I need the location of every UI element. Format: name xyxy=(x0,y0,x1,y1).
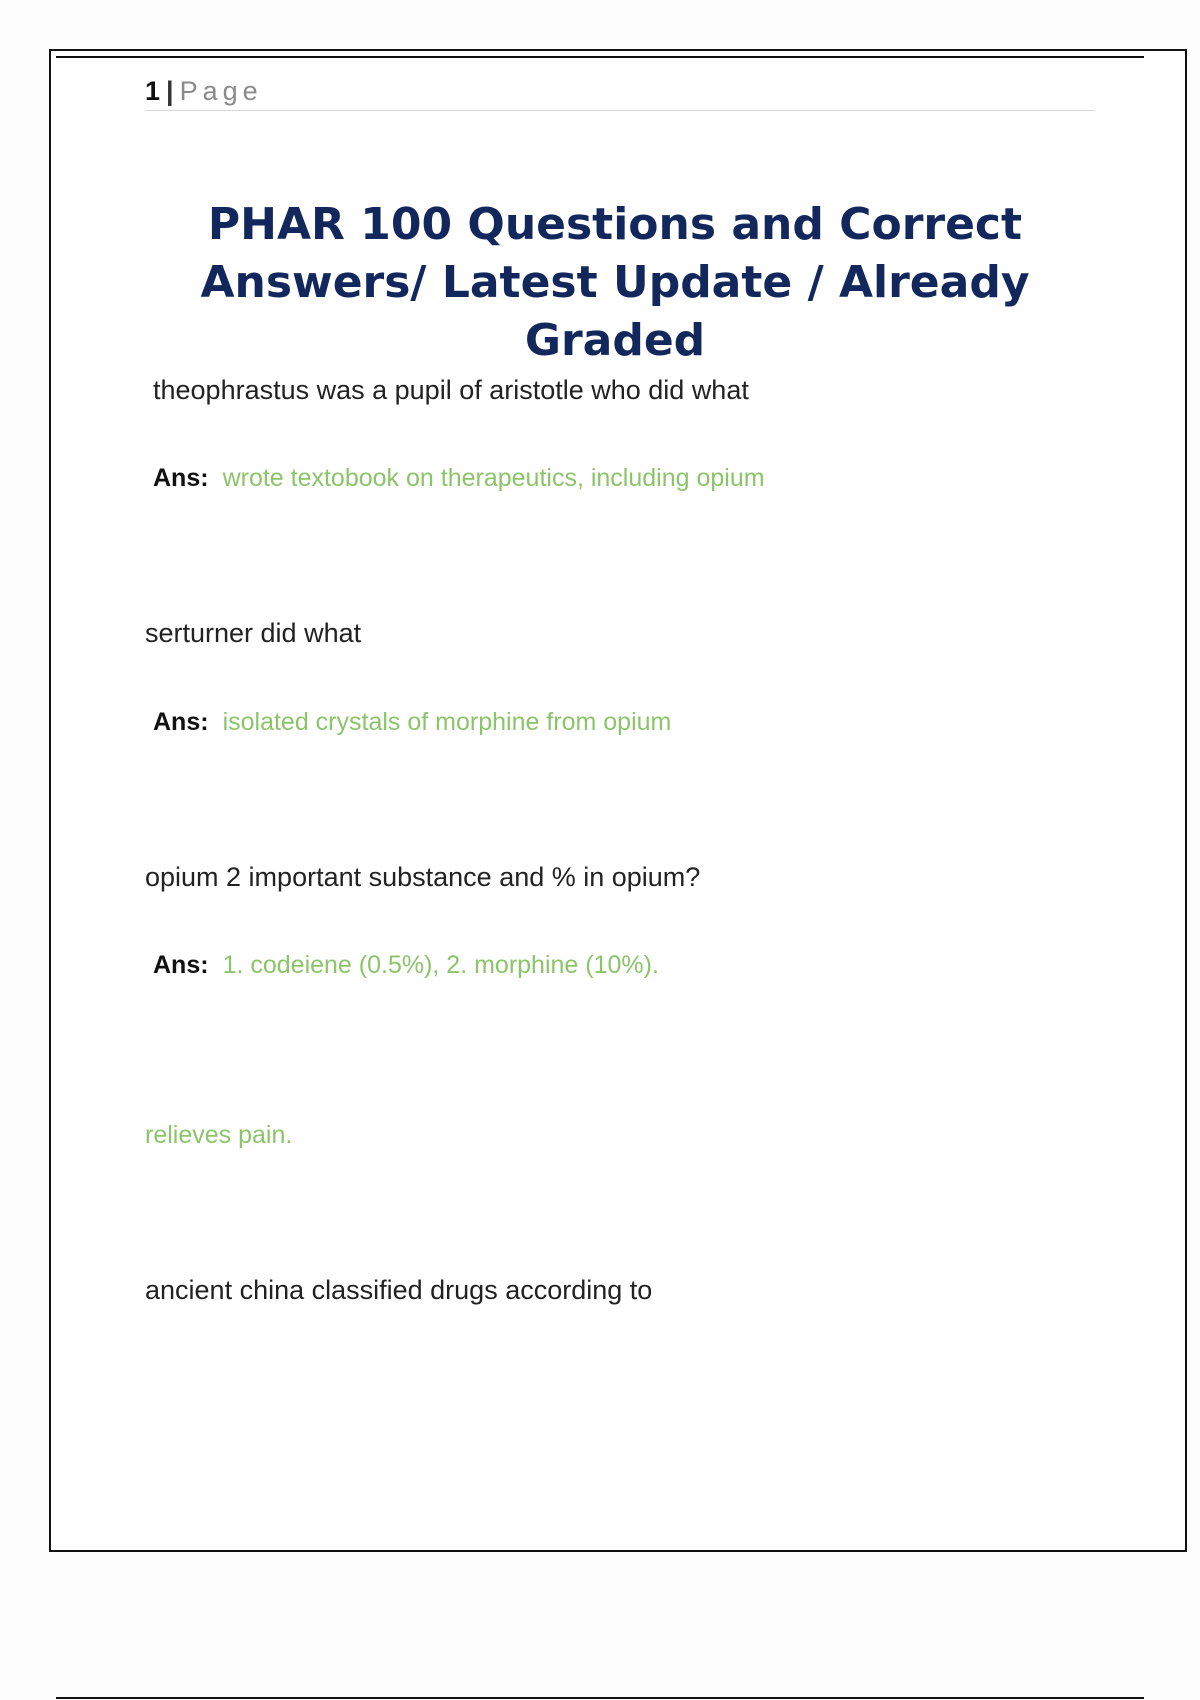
ans-label: Ans: xyxy=(153,708,209,736)
question-1: theophrastus was a pupil of aristotle who did what xyxy=(153,375,749,405)
page-number: 1 xyxy=(145,76,161,106)
page-label: Page xyxy=(179,76,263,106)
bottom-rule xyxy=(56,1697,1144,1699)
page-header xyxy=(145,74,1095,111)
question-2: serturner did what xyxy=(145,618,362,648)
ans-label: Ans: xyxy=(153,464,209,492)
document-title: PHAR 100 Questions and Correct Answers/ Latest Update / Already Graded xyxy=(200,199,1030,366)
page-separator: | xyxy=(166,76,174,106)
answer-row-1 xyxy=(153,462,765,494)
answer-3: 1. codeiene (0.5%), 2. morphine (10%). xyxy=(222,951,659,979)
answer-row-2 xyxy=(153,706,671,738)
question-3: opium 2 important substance and % in opium? xyxy=(145,862,701,892)
loose-answer: relieves pain. xyxy=(145,1121,293,1149)
answer-row-3 xyxy=(153,949,659,981)
top-rule xyxy=(56,56,1144,58)
answer-2: isolated crystals of morphine from opium xyxy=(222,708,672,736)
answer-1: wrote textobook on therapeutics, including opium xyxy=(222,464,765,492)
question-4: ancient china classified drugs according to xyxy=(145,1275,653,1305)
ans-label: Ans: xyxy=(153,951,209,979)
